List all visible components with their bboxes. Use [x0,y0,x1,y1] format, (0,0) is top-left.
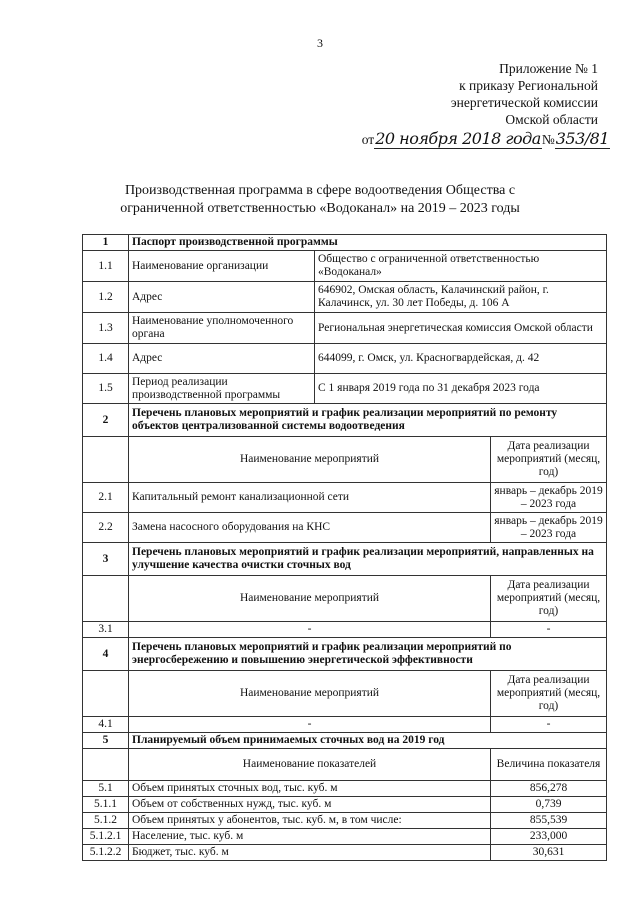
empty-cell [83,671,129,717]
document-title-line: ограниченной ответственностью «Водоканал» на 2019 – 2023 годы [120,201,520,216]
column-header-row [83,671,607,717]
row-number: 1.3 [83,313,129,344]
appendix-line: к приказу Региональной [459,78,598,93]
column-header-row [83,576,607,622]
indicator-name: Объем принятых у абонентов, тыс. куб. м, в том числе: [129,813,491,829]
order-number-handwritten: 353/81 [555,129,609,148]
row-number: 1.2 [83,282,129,313]
event-name: Замена насосного оборудования на КНС [129,513,491,543]
indicator-value: 0,739 [491,797,607,813]
page-number: 3 [317,36,323,50]
document-title [50,182,590,218]
event-date: январь – декабрь 2019 – 2023 года [491,483,607,513]
section-title: Паспорт производственной программы [129,235,607,251]
row-number: 1.5 [83,374,129,404]
order-prefix: от [361,132,375,147]
row-value: Общество с ограниченной ответственностью «Водоканал» [315,251,607,282]
order-line [362,127,610,149]
indicators-header: Наименование показателей [129,749,491,781]
section-2-header [83,404,607,437]
table-row [83,374,607,404]
indicator-name: Население, тыс. куб. м [129,829,491,845]
appendix-line: Приложение № 1 [499,61,598,76]
row-label: Наименование уполномоченного органа [129,313,315,344]
events-header: Наименование мероприятий [129,437,491,483]
row-number: 5.1.2.1 [83,829,129,845]
row-number: 5.1.2 [83,813,129,829]
section-title: Перечень плановых мероприятий и график реализации мероприятий по энергосбережению и повышению энергетической эффективности [129,638,607,671]
table-row [83,282,607,313]
section-title: Перечень плановых мероприятий и график реализации мероприятий, направленных на улучшение качества очистки сточных вод [129,543,607,576]
event-date: - [491,717,607,733]
section-5-header [83,733,607,749]
row-number: 3.1 [83,622,129,638]
column-header-row [83,749,607,781]
row-number: 5.1.1 [83,797,129,813]
empty-cell [83,576,129,622]
column-header-row [83,437,607,483]
event-date: - [491,622,607,638]
section-title: Планируемый объем принимаемых сточных вод на 2019 год [129,733,607,749]
indicator-name: Объем принятых сточных вод, тыс. куб. м [129,781,491,797]
table-row [83,717,607,733]
table-row [83,845,607,861]
date-header: Дата реализации мероприятий (месяц, год) [491,671,607,717]
row-label: Наименование организации [129,251,315,282]
row-label: Адрес [129,282,315,313]
table-row [83,829,607,845]
table-row [83,344,607,374]
indicator-value: 30,631 [491,845,607,861]
events-header: Наименование мероприятий [129,576,491,622]
row-number: 4.1 [83,717,129,733]
appendix-line: энергетической комиссии [450,95,598,110]
production-program-table [82,234,607,861]
row-value: 644099, г. Омск, ул. Красногвардейская, д. 42 [315,344,607,374]
event-name: Капитальный ремонт канализационной сети [129,483,491,513]
row-number: 5.1.2.2 [83,845,129,861]
section-3-header [83,543,607,576]
row-number: 1.4 [83,344,129,374]
section-number: 5 [83,733,129,749]
indicator-name: Объем от собственных нужд, тыс. куб. м [129,797,491,813]
row-number: 2.2 [83,513,129,543]
value-header: Величина показателя [491,749,607,781]
order-date-handwritten: 20 ноября 2018 года [375,129,541,148]
indicator-value: 855,539 [491,813,607,829]
table-row [83,781,607,797]
appendix-line: Омской области [505,112,598,127]
section-1-header [83,235,607,251]
section-number: 2 [83,404,129,437]
date-header: Дата реализации мероприятий (месяц, год) [491,576,607,622]
event-date: январь – декабрь 2019 – 2023 года [491,513,607,543]
row-number: 2.1 [83,483,129,513]
section-4-header [83,638,607,671]
document-title-line: Производственная программа в сфере водоотведения Общества с [124,183,516,198]
section-title: Перечень плановых мероприятий и график реализации мероприятий по ремонту объектов централизованной системы водоотведения [129,404,607,437]
section-number: 4 [83,638,129,671]
table-row [83,313,607,344]
appendix-header [298,60,598,128]
row-number: 5.1 [83,781,129,797]
row-label: Период реализации производственной программы [129,374,315,404]
event-name: - [129,622,491,638]
table-row [83,622,607,638]
row-label: Адрес [129,344,315,374]
indicator-value: 856,278 [491,781,607,797]
events-header: Наименование мероприятий [129,671,491,717]
row-value: 646902, Омская область, Калачинский район, г. Калачинск, ул. 30 лет Победы, д. 106 А [315,282,607,313]
empty-cell [83,749,129,781]
date-header: Дата реализации мероприятий (месяц, год) [491,437,607,483]
table-row [83,483,607,513]
empty-cell [83,437,129,483]
order-number-prefix: № [541,132,555,147]
indicator-value: 233,000 [491,829,607,845]
event-name: - [129,717,491,733]
table-row [83,513,607,543]
table-row [83,251,607,282]
row-value: С 1 января 2019 года по 31 декабря 2023 года [315,374,607,404]
row-number: 1.1 [83,251,129,282]
table-row [83,813,607,829]
table-row [83,797,607,813]
row-value: Региональная энергетическая комиссия Омской области [315,313,607,344]
section-number: 3 [83,543,129,576]
section-number: 1 [83,235,129,251]
indicator-name: Бюджет, тыс. куб. м [129,845,491,861]
